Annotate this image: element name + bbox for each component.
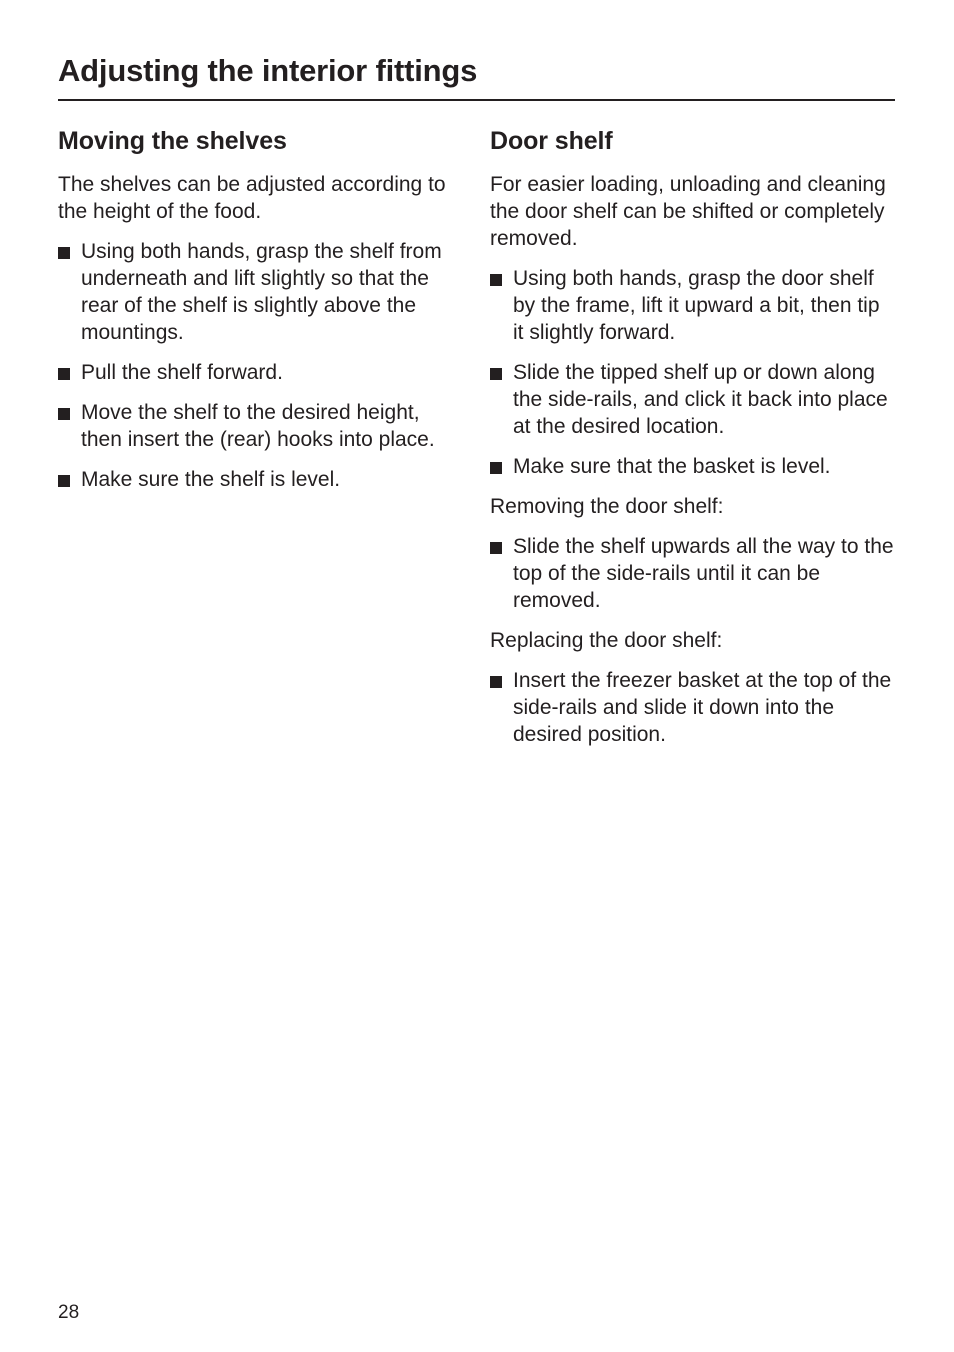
steps-list [490, 265, 895, 480]
list-item-text: Pull the shelf forward. [81, 361, 283, 384]
list-item [490, 265, 895, 346]
list-item-text: Move the shelf to the desired height, then insert the (rear) hooks into place. [81, 401, 435, 451]
square-bullet-icon [58, 247, 70, 259]
page-title: Adjusting the interior fittings [58, 53, 478, 88]
list-item-text: Using both hands, grasp the shelf from underneath and lift slightly so that the rear of the shelf is slightly above the mountings. [81, 240, 442, 344]
square-bullet-icon [58, 368, 70, 380]
list-item-text: Make sure the shelf is level. [81, 468, 341, 491]
right-column [490, 123, 895, 761]
list-item [490, 533, 895, 614]
list-item [490, 453, 895, 480]
steps-list [58, 238, 463, 493]
intro-paragraph: The shelves can be adjusted according to the height of the food. [58, 173, 446, 223]
replacing-label: Replacing the door shelf: [490, 629, 723, 652]
removing-label: Removing the door shelf: [490, 495, 724, 518]
square-bullet-icon [490, 274, 502, 286]
replacing-steps-list [490, 667, 895, 748]
list-item [58, 466, 463, 493]
page-number: 28 [58, 1302, 80, 1323]
list-item [58, 359, 463, 386]
list-item [490, 667, 895, 748]
title-divider [58, 99, 895, 101]
list-item-text: Insert the freezer basket at the top of the side-rails and slide it down into the desired position. [513, 669, 892, 746]
list-item-text: Make sure that the basket is level. [513, 455, 831, 478]
square-bullet-icon [58, 408, 70, 420]
removing-steps-list [490, 533, 895, 614]
list-item-text: Slide the shelf upwards all the way to the top of the side-rails until it can be removed. [513, 535, 894, 612]
square-bullet-icon [490, 368, 502, 380]
list-item [58, 399, 463, 453]
section-heading-moving-shelves: Moving the shelves [58, 127, 287, 155]
list-item [58, 238, 463, 346]
left-column [58, 123, 463, 506]
list-item [490, 359, 895, 440]
square-bullet-icon [490, 542, 502, 554]
square-bullet-icon [490, 676, 502, 688]
list-item-text: Slide the tipped shelf up or down along the side-rails, and click it back into place at the desired location. [513, 361, 888, 438]
square-bullet-icon [58, 475, 70, 487]
square-bullet-icon [490, 462, 502, 474]
intro-paragraph: For easier loading, unloading and cleaning the door shelf can be shifted or completely removed. [490, 173, 886, 250]
list-item-text: Using both hands, grasp the door shelf by the frame, lift it upward a bit, then tip it slightly forward. [513, 267, 880, 344]
section-heading-door-shelf: Door shelf [490, 127, 613, 155]
